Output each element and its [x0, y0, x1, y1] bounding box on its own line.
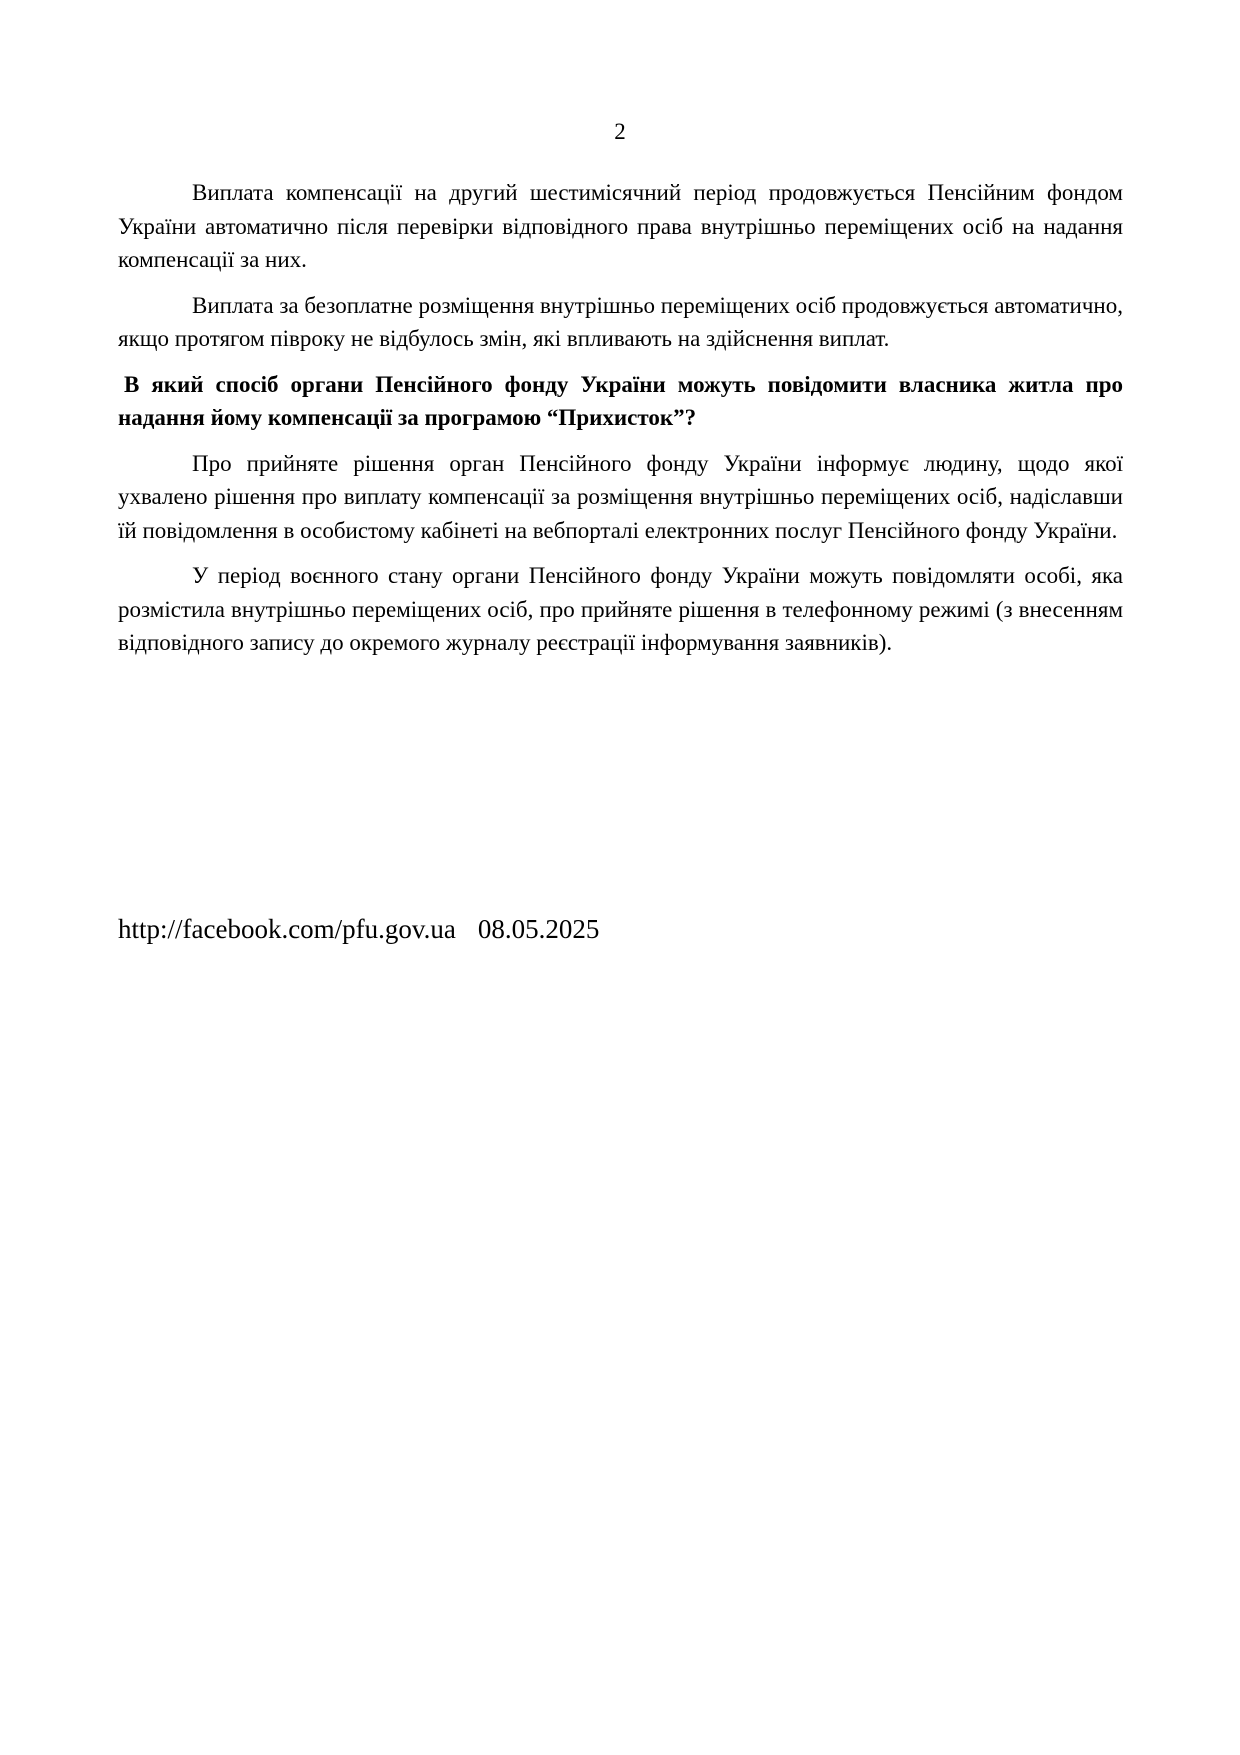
paragraph-compensation-second-period: Виплата компенсації на другий шестимісячний період продовжується Пенсійним фондом України автоматично після перевірки відповідного права внутрішньо переміщених осіб на надання компенсації за них.	[118, 180, 1123, 272]
paragraph-martial-law-notification: У період воєнного стану органи Пенсійного фонду України можуть повідомляти особі, яка розмістила внутрішньо переміщених осіб, про прийняте рішення в телефонному режимі (з внесенням відповідного запису до окремого журналу реєстрації інформування заявників).	[118, 563, 1123, 655]
footer-date: 08.05.2025	[477, 914, 600, 944]
footer	[118, 912, 599, 946]
paragraph-free-placement-payment: Виплата за безоплатне розміщення внутрішньо переміщених осіб продовжується автоматично, якщо протягом півроку не відбулось змін, які впливають на здійснення виплат.	[118, 292, 1123, 351]
footer-url: http://facebook.com/pfu.gov.ua	[118, 914, 456, 944]
document-body	[118, 176, 1123, 672]
paragraph-decision-notification: Про прийняте рішення орган Пенсійного фонду України інформує людину, щодо якої ухвалено рішення про виплату компенсації за розміщення внутрішньо переміщених осіб, надіславши їй повідомлення в особистому кабінеті на вебпорталі електронних послуг Пенсійного фонду України.	[118, 450, 1123, 543]
page-number: 2	[614, 119, 626, 144]
question-heading: В який спосіб органи Пенсійного фонду України можуть повідомити власника житла про надання йому компенсації за програмою “Прихисток”?	[118, 371, 1123, 430]
